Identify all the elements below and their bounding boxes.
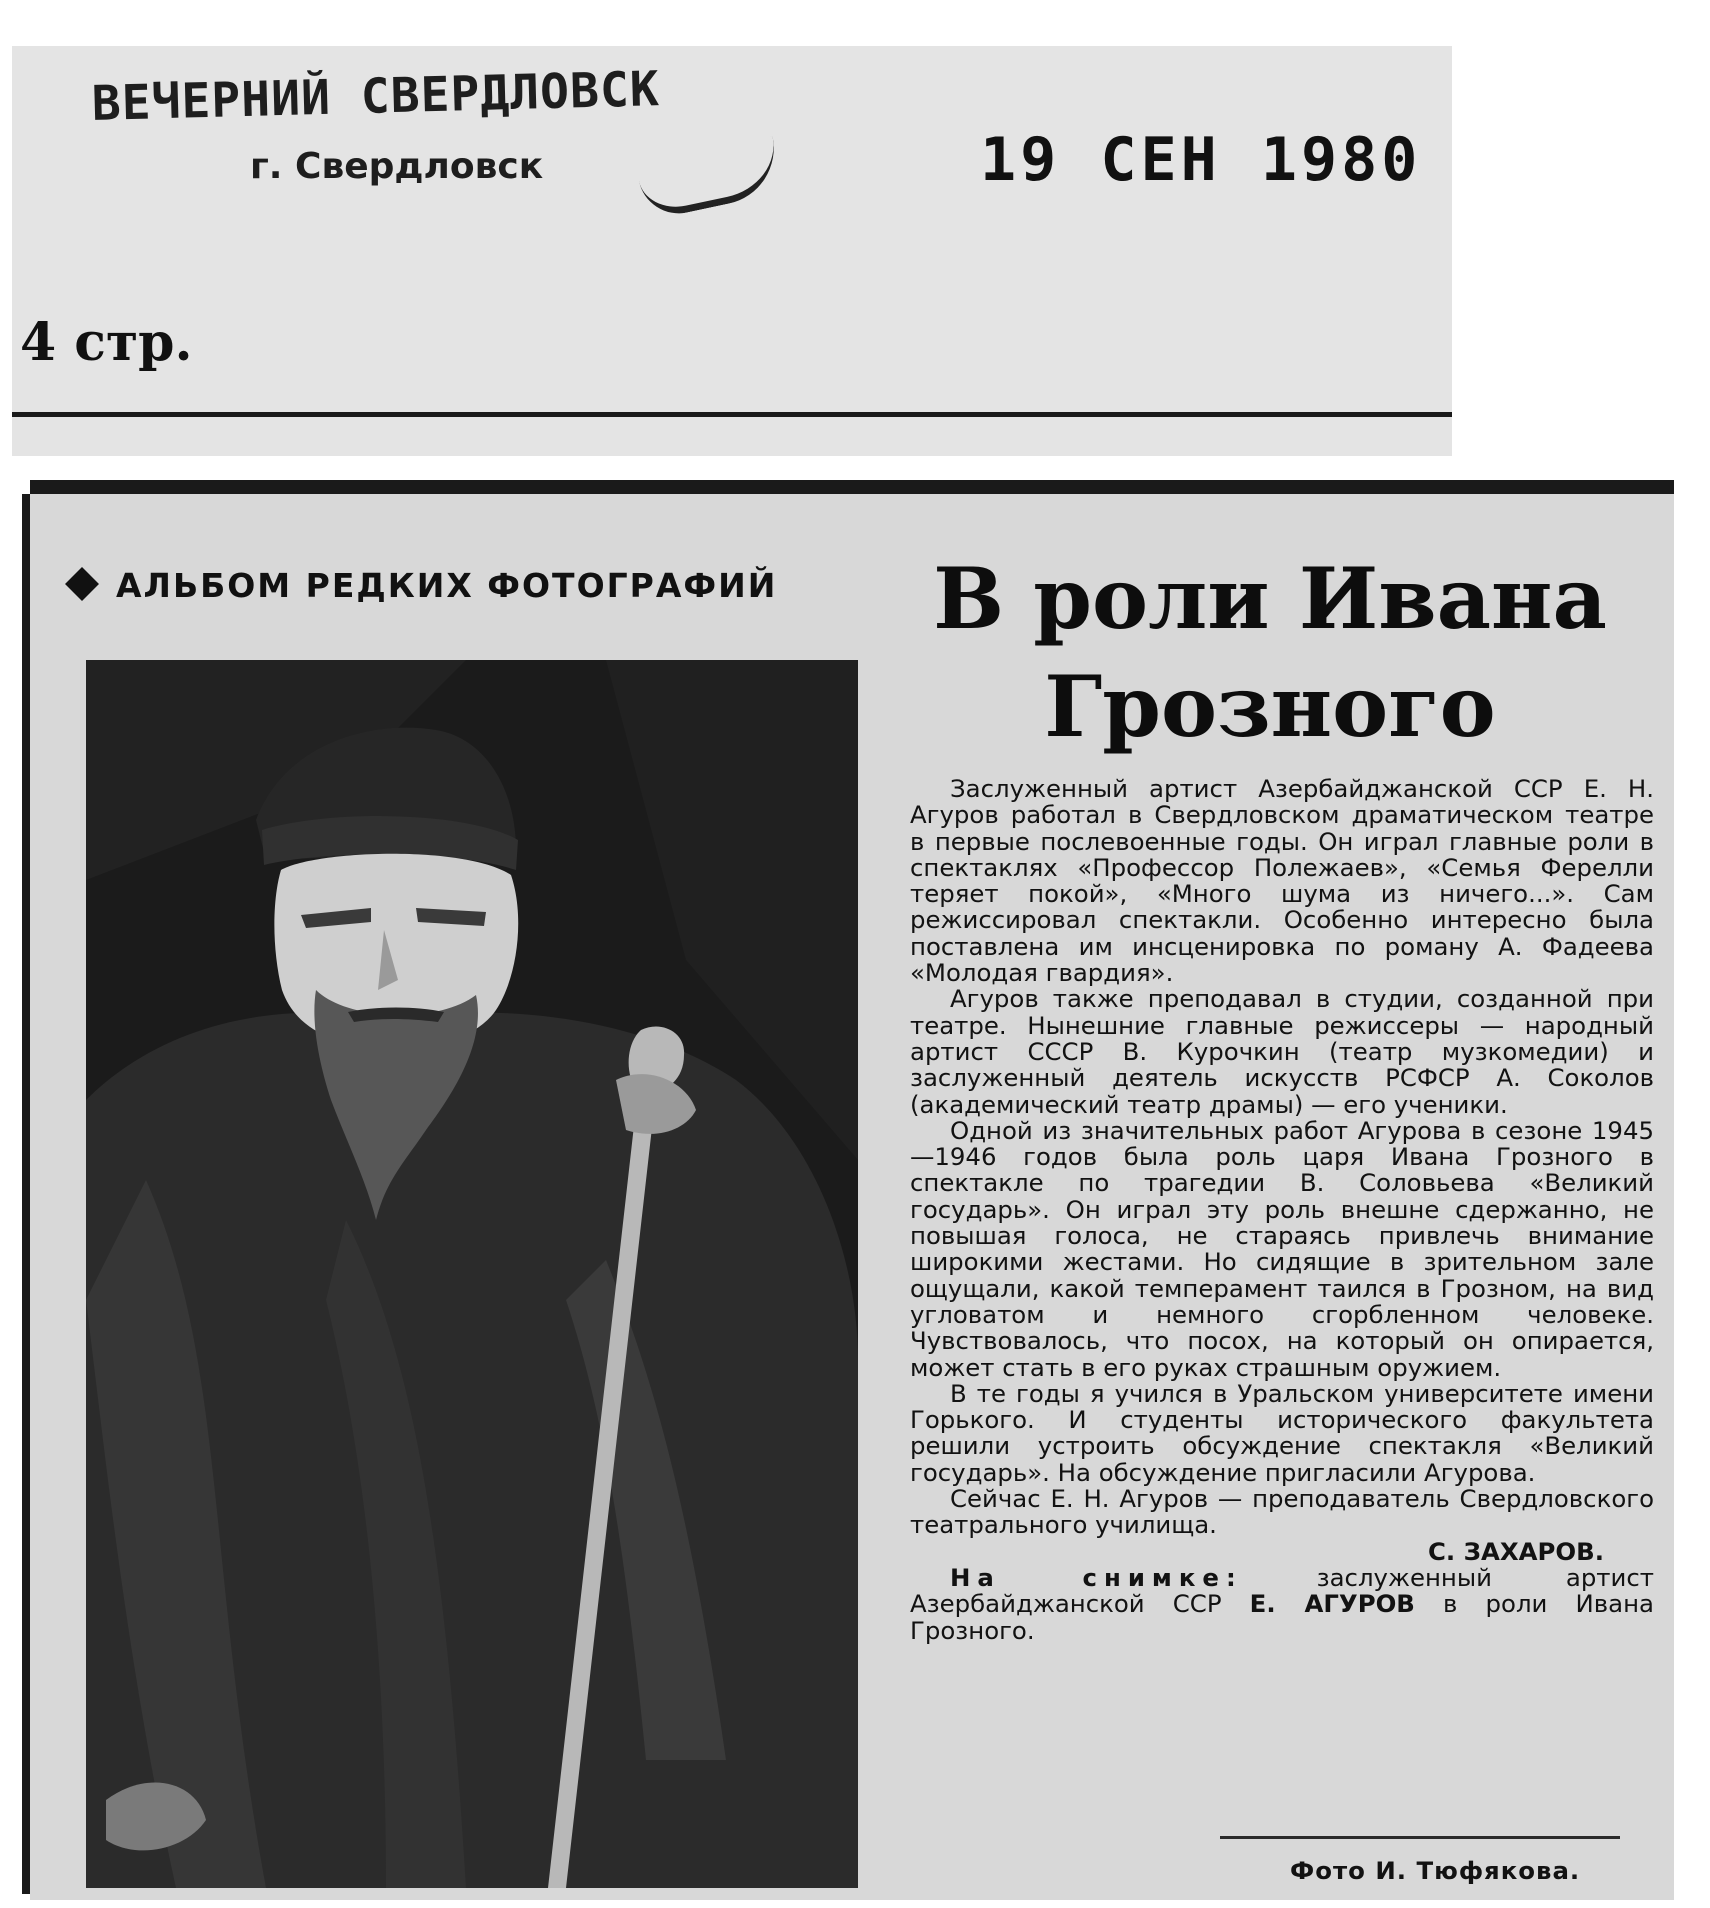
photo-caption	[910, 1562, 1654, 1645]
caption-divider	[1220, 1836, 1620, 1839]
article-paragraph-1: Заслуженный артист Азербайджанской ССР Е. Н. Агуров работал в Свердловском драматическом театре в первые послевоенные годы. Он играл главные роли в спектаклях «Профессор Полежаев», «Семья Ферелли теряет покой», «Много шума из ничего...». Сам режиссировал спектакли. Особенно интересно была поставлена им инсценировка по роману А. Фадеева «Молодая гвардия».	[910, 774, 1654, 988]
diamond-icon	[65, 567, 99, 601]
article-paragraph-3: Одной из значительных работ Агурова в сезоне 1945—1946 годов была роль царя Ивана Грозного в спектакле по трагедии В. Соловьева «Великий государь». Он играл эту роль внешне сдержанно, не повышая голоса, не стараясь привлечь внимание широкими жестами. Но сидящие в зрительном зале ощущали, какой темперамент таился в Грозном, на вид угловатом и немного сгорбленном человеке. Чувствовалось, что посох, на который он опирается, может стать в его руках страшным оружием.	[910, 1115, 1654, 1382]
rubric-heading	[70, 566, 840, 616]
caption-name: Е. АГУРОВ	[1249, 1589, 1415, 1619]
newspaper-name-stamp: ВЕЧЕРНИЙ СВЕРДЛОВСК	[91, 61, 661, 132]
article-body	[910, 776, 1654, 1846]
actor-photo	[86, 660, 858, 1888]
photo-credit: Фото И. Тюфякова.	[1290, 1856, 1581, 1885]
article-paragraph-5: Сейчас Е. Н. Агуров — преподаватель Свердловского театрального училища.	[910, 1484, 1654, 1540]
article-paragraph-4: В те годы я учился в Уральском университете имени Горького. И студенты исторического факультета решили устроить обсуждение спектакля «Великий государь». На обсуждение пригласили Агурова.	[910, 1378, 1654, 1487]
page-number: 4 стр.	[20, 312, 193, 373]
divider-rule	[12, 412, 1452, 417]
caption-lead: На снимке:	[950, 1562, 1243, 1592]
caption-text-before: заслуженный артист Азербайджанской ССР	[910, 1562, 1654, 1619]
city-stamp: г. Свердловск	[250, 146, 544, 187]
actor-in-costume-photo-icon	[86, 660, 858, 1888]
rubric-text: АЛЬБОМ РЕДКИХ ФОТОГРАФИЙ	[116, 566, 778, 605]
article-paragraph-2: Агуров также преподавал в студии, созданной при театре. Нынешние главные режиссеры — народный артист СССР В. Курочкин (театр музкомедии) и заслуженный деятель искусств РСФСР А. Соколов (академический театр драмы) — его ученики.	[910, 984, 1654, 1119]
author-signature: С. ЗАХАРОВ.	[1427, 1536, 1604, 1566]
date-stamp: 19 СЕН 1980	[980, 125, 1422, 195]
article-headline: В роли Ивана Грозного	[933, 549, 1607, 756]
caption-text-after: в роли Ивана Грозного.	[910, 1589, 1654, 1645]
